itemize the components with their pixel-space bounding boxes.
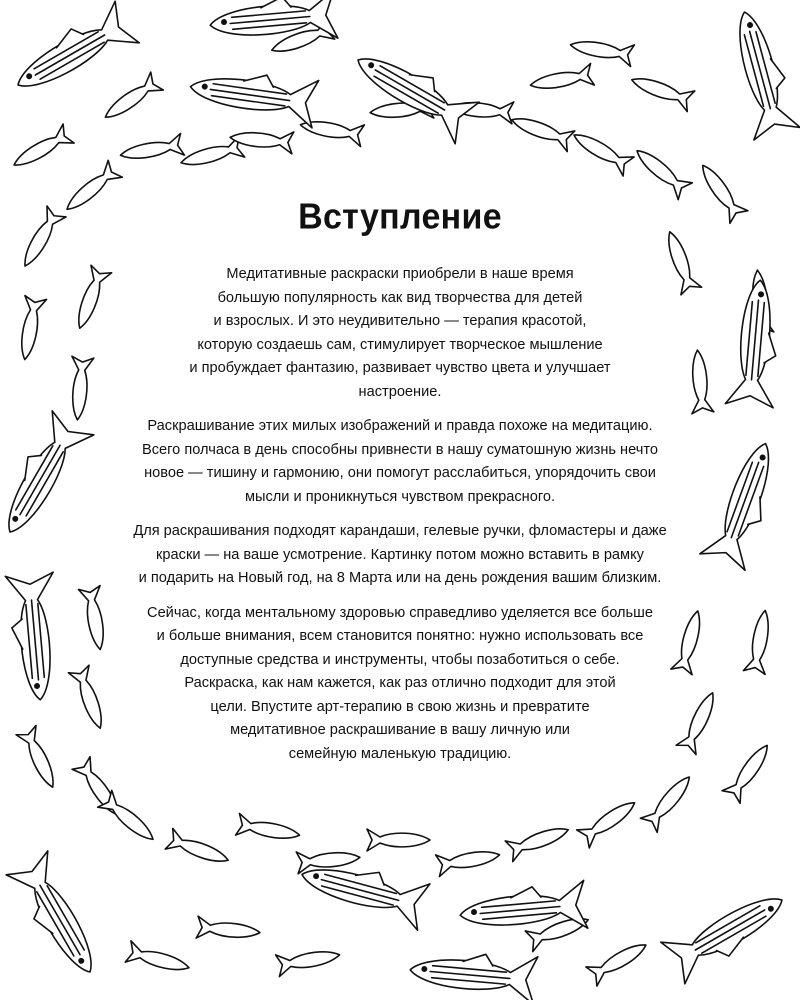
intro-paragraph: Для раскрашивания подходят карандаши, гелевые ручки, фломастеры и даже краски — на ваше усмотрение. Картинку потом можно вставить в рамку и подарить на Новый год, на 8 Марта или на день рождения вашим близким. (133, 523, 667, 586)
intro-text-block (118, 190, 682, 777)
intro-paragraph: Сейчас, когда ментальному здоровью справедливо уделяется все больше и больше внимания, всем становится понятно: нужно использовать все доступные средства и инструменты, чтобы позаботиться о себе. Раскраска, как нам кажется, как раз отлично подходит для этой цели. Впустите арт-терапию в свою жизнь и превратите медитативное раскрашивание в вашу личную или семейную маленькую традицию. (147, 604, 653, 762)
intro-paragraph: Раскрашивание этих милых изображений и правда похоже на медитацию. Всего полчаса в день способны привнести в нашу суматошную жизнь нечто новое — тишину и гармонию, они помогут расслабиться, упорядочить свои мысли и проникнуться чувством прекрасного. (142, 418, 658, 505)
intro-paragraph: Медитативные раскраски приобрели в наше время большую популярность как вид творчества для детей и взрослых. И это неудивительно — терапия красотой, которую создаешь сам, стимулирует творческое мышление и пробуждает фантазию, развивает чувство цвета и улучшает настроение. (189, 266, 611, 400)
page-title: Вступление (298, 197, 502, 237)
